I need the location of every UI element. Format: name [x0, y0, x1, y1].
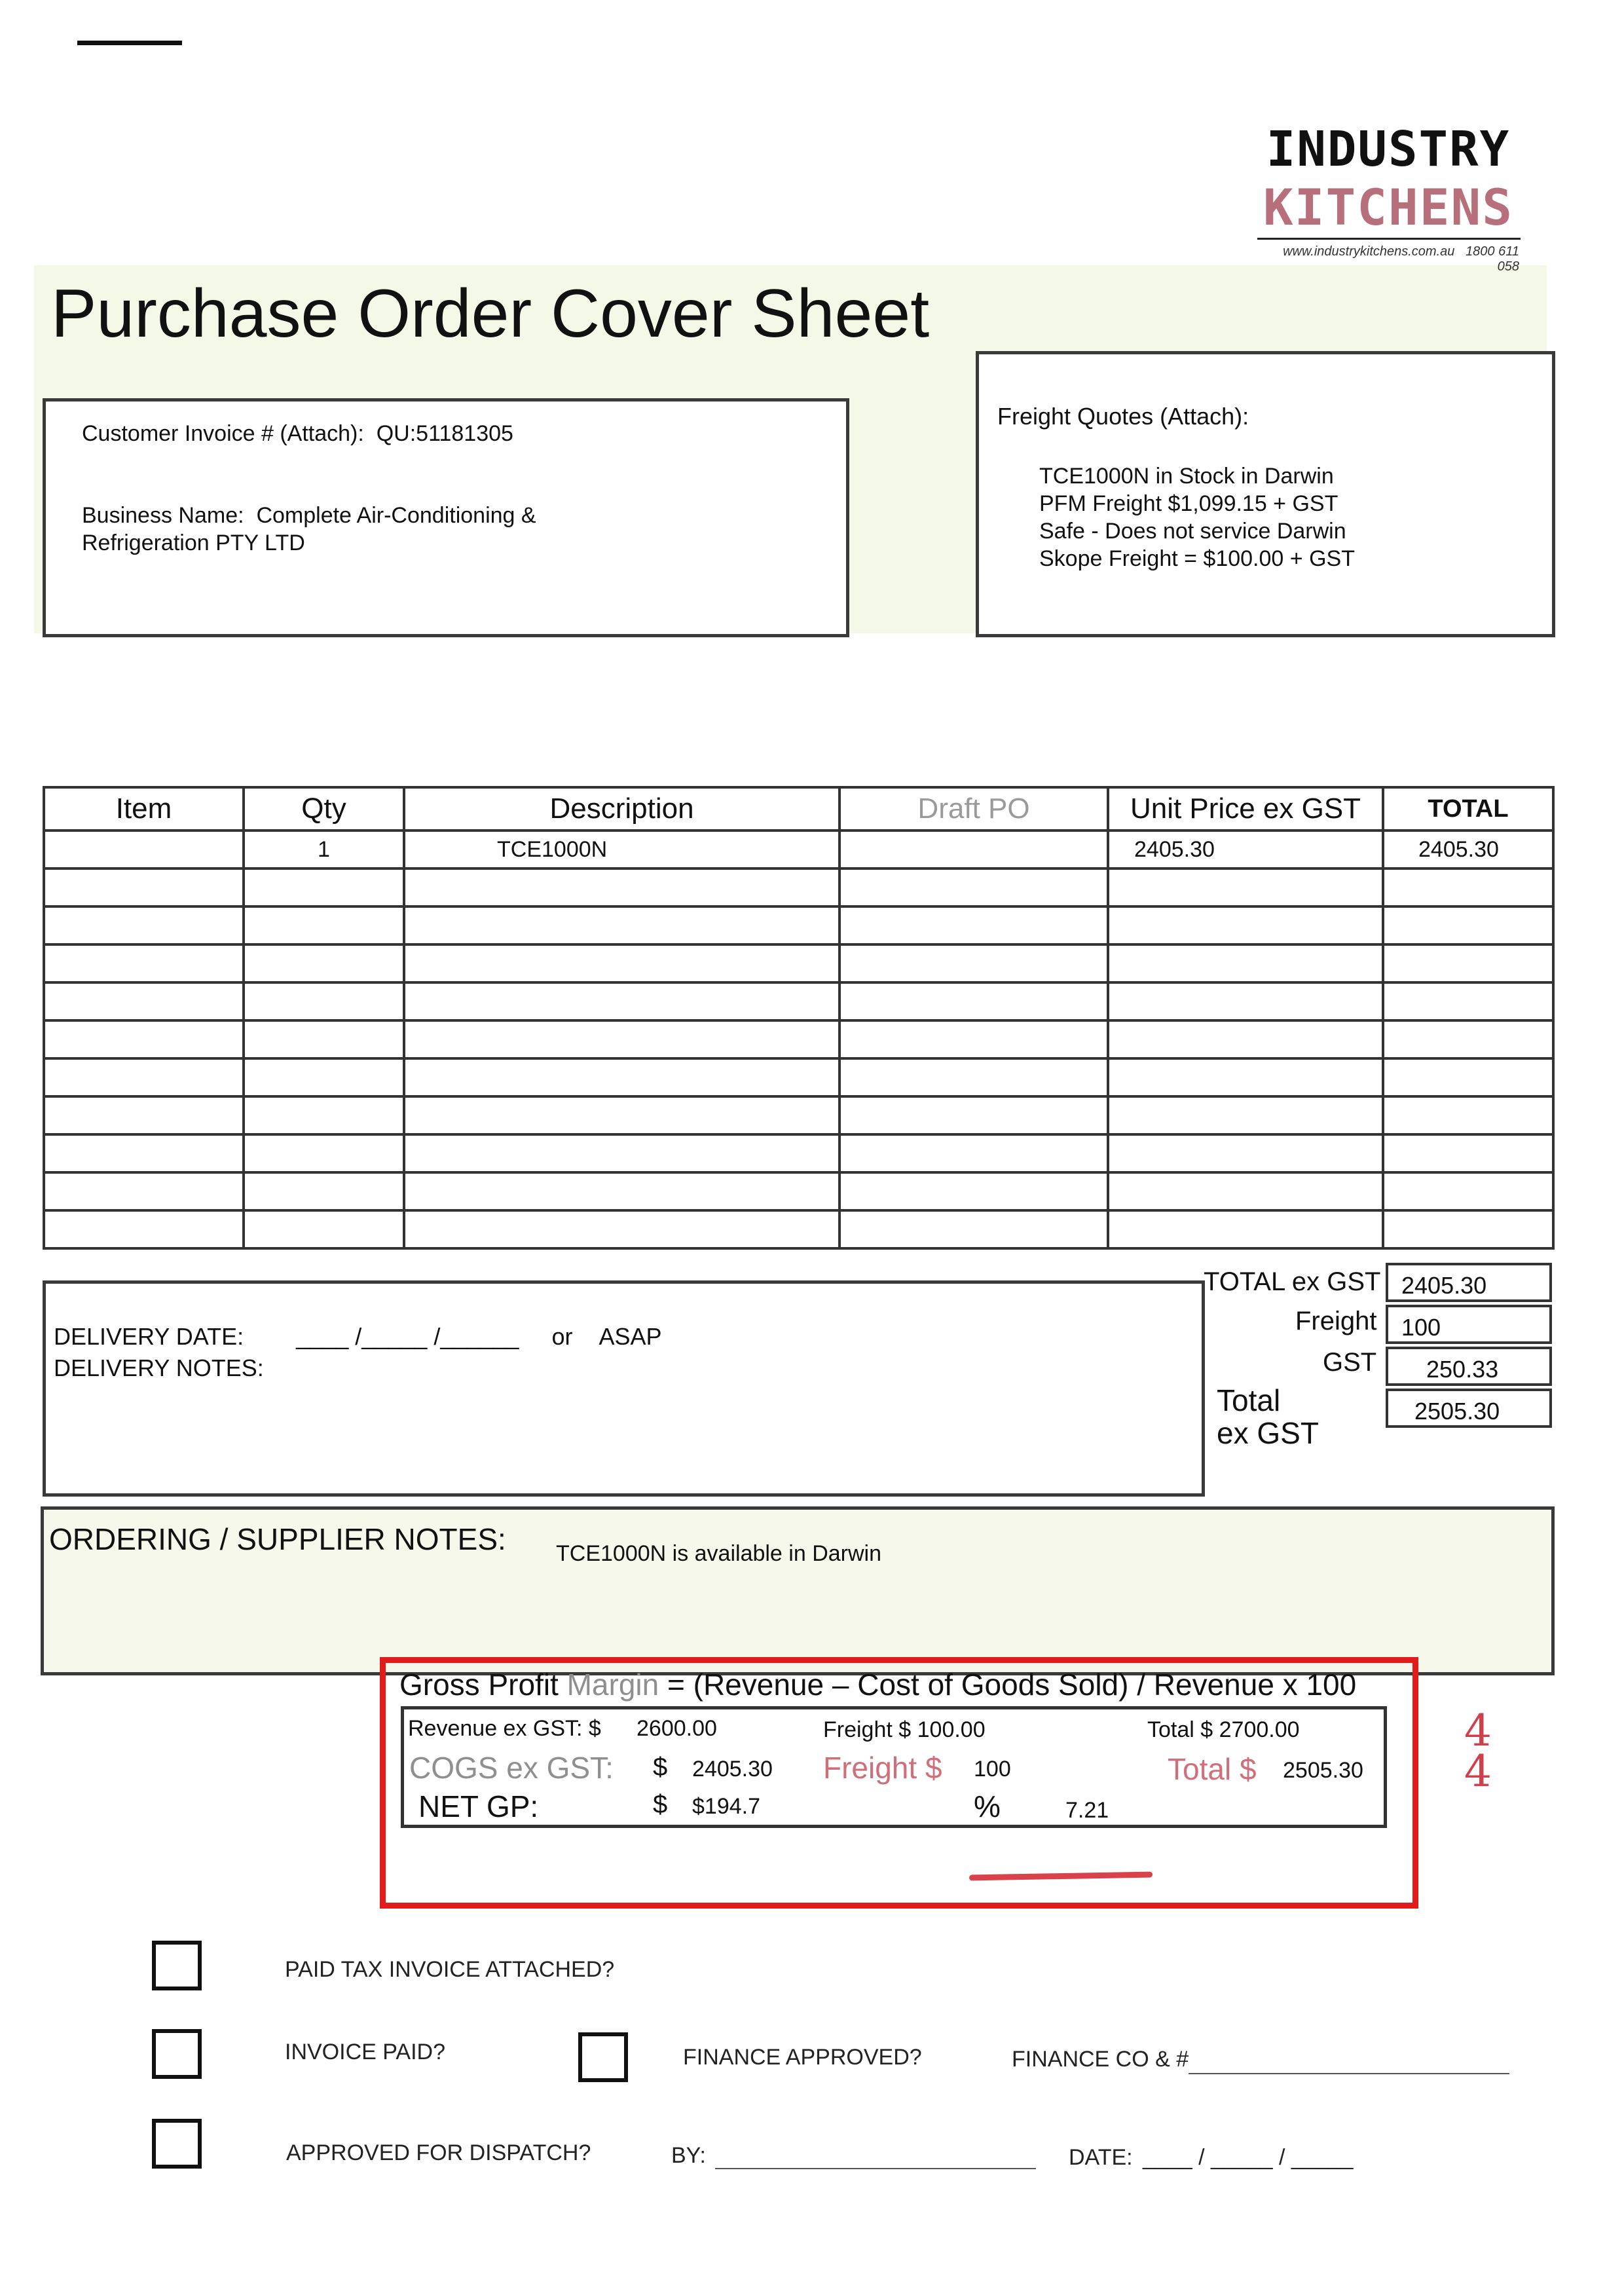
- freight-quote-line: Skope Freight = $100.00 + GST: [1039, 546, 1355, 571]
- invoice-paid-checkbox[interactable]: [152, 2029, 202, 2079]
- cell-draft-po: [840, 868, 1108, 906]
- cell-qty: [244, 982, 404, 1020]
- by-line: [715, 2168, 1036, 2169]
- table-row: [44, 1172, 1553, 1210]
- cell-draft-po: [840, 1134, 1108, 1172]
- finance-approved-checkbox[interactable]: [578, 2032, 628, 2082]
- freight-quotes-box: [976, 351, 1555, 637]
- cell-total: [1383, 1058, 1553, 1096]
- table-row: [44, 1134, 1553, 1172]
- cell-total: [1383, 1172, 1553, 1210]
- column-header-item: Item: [44, 787, 244, 830]
- cell-description: [404, 944, 840, 982]
- logo-rule: [1257, 238, 1521, 240]
- cell-item: [44, 906, 244, 944]
- net-gp-label: NET GP:: [418, 1789, 539, 1823]
- cell-qty: [244, 944, 404, 982]
- summary-total-label: [1217, 1384, 1319, 1449]
- cell-qty: [244, 1096, 404, 1134]
- cell-total: [1383, 1096, 1553, 1134]
- freight-quote-line: PFM Freight $1,099.15 + GST: [1039, 491, 1338, 516]
- table-row: [44, 1210, 1553, 1248]
- items-table: [43, 786, 1555, 1250]
- cell-unit-price: 2405.30: [1108, 830, 1383, 868]
- cell-draft-po: [840, 1210, 1108, 1248]
- cell-item: [44, 944, 244, 982]
- cell-qty: [244, 1134, 404, 1172]
- cell-description: [404, 1058, 840, 1096]
- approved-for-dispatch-label: APPROVED FOR DISPATCH?: [286, 2140, 591, 2165]
- delivery-date-label: DELIVERY DATE:: [54, 1323, 244, 1350]
- cell-description: [404, 906, 840, 944]
- summary-total-value: 2505.30: [1386, 1389, 1552, 1428]
- cell-draft-po: [840, 1096, 1108, 1134]
- cell-description: [404, 1096, 840, 1134]
- cell-draft-po: [840, 944, 1108, 982]
- revenue-freight: Freight $ 100.00: [823, 1717, 986, 1742]
- cell-description: TCE1000N: [404, 830, 840, 868]
- cell-total: [1383, 1020, 1553, 1058]
- net-gp-percent-sign: %: [974, 1789, 1001, 1823]
- customer-invoice-label: Customer Invoice # (Attach):: [82, 421, 364, 446]
- table-row: [44, 982, 1553, 1020]
- corner-dash-mark: [77, 41, 182, 45]
- customer-invoice-value: QU:51181305: [376, 421, 513, 446]
- cell-item: [44, 830, 244, 868]
- summary-gst-label: GST: [1323, 1348, 1377, 1377]
- cell-draft-po: [840, 830, 1108, 868]
- business-name-line2: Refrigeration PTY LTD: [82, 531, 305, 555]
- freight-quote-line: Safe - Does not service Darwin: [1039, 519, 1346, 544]
- cell-unit-price: [1108, 1096, 1383, 1134]
- cell-unit-price: [1108, 1020, 1383, 1058]
- cogs-label: COGS ex GST:: [409, 1751, 614, 1785]
- summary-total-ex-gst-label: TOTAL ex GST: [1204, 1267, 1381, 1296]
- cell-unit-price: [1108, 1210, 1383, 1248]
- column-header-description: Description: [404, 787, 840, 830]
- customer-invoice-row: [82, 421, 513, 447]
- ordering-notes-label: ORDERING / SUPPLIER NOTES:: [49, 1522, 506, 1556]
- finance-co-label: FINANCE CO & #: [1012, 2047, 1189, 2072]
- delivery-notes-label: DELIVERY NOTES:: [54, 1354, 264, 1381]
- cell-draft-po: [840, 1058, 1108, 1096]
- gross-profit-formula: [399, 1667, 1356, 1702]
- delivery-asap: ASAP: [599, 1323, 662, 1350]
- net-gp-row: [401, 1786, 1387, 1828]
- handwritten-annotation: 4 4: [1464, 1706, 1492, 1797]
- table-header-row: [44, 787, 1553, 830]
- ordering-notes-text: TCE1000N is available in Darwin: [556, 1541, 882, 1566]
- cell-unit-price: [1108, 868, 1383, 906]
- table-row: [44, 868, 1553, 906]
- cell-total: 2405.30: [1383, 830, 1553, 868]
- column-header-draft-po: Draft PO: [840, 787, 1108, 830]
- cell-qty: [244, 1210, 404, 1248]
- finance-approved-label: FINANCE APPROVED?: [683, 2045, 922, 2070]
- table-row: [44, 906, 1553, 944]
- summary-total-label-line2: ex GST: [1217, 1416, 1319, 1450]
- table-row: [44, 1020, 1553, 1058]
- cell-description: [404, 982, 840, 1020]
- table-row: [44, 830, 1553, 868]
- cell-qty: [244, 1058, 404, 1096]
- cell-unit-price: [1108, 906, 1383, 944]
- cogs-value: 2405.30: [692, 1757, 773, 1782]
- cell-description: [404, 868, 840, 906]
- cell-draft-po: [840, 982, 1108, 1020]
- cell-draft-po: [840, 1020, 1108, 1058]
- cell-item: [44, 1020, 244, 1058]
- ordering-notes-box: [41, 1506, 1555, 1675]
- cell-description: [404, 1172, 840, 1210]
- cell-total: [1383, 868, 1553, 906]
- cell-description: [404, 1020, 840, 1058]
- cell-total: [1383, 1210, 1553, 1248]
- summary-gst-value: 250.33: [1386, 1347, 1552, 1386]
- cell-qty: [244, 906, 404, 944]
- cell-item: [44, 982, 244, 1020]
- paid-tax-invoice-label: PAID TAX INVOICE ATTACHED?: [285, 1957, 615, 1982]
- cell-unit-price: [1108, 1134, 1383, 1172]
- cell-description: [404, 1210, 840, 1248]
- date-blank: ____ / _____ / _____: [1143, 2145, 1354, 2170]
- column-header-qty: Qty: [244, 787, 404, 830]
- cell-qty: 1: [244, 830, 404, 868]
- cell-item: [44, 868, 244, 906]
- cell-total: [1383, 1134, 1553, 1172]
- table-row: [44, 1096, 1553, 1134]
- gross-profit-formula-part3: = (Revenue – Cost of Goods Sold) / Revenue x 100: [667, 1668, 1357, 1702]
- summary-freight-label: Freight: [1295, 1307, 1377, 1335]
- cell-unit-price: [1108, 982, 1383, 1020]
- cell-item: [44, 1058, 244, 1096]
- cell-unit-price: [1108, 1058, 1383, 1096]
- logo-phone: 1800 611 058: [1466, 244, 1519, 274]
- cell-item: [44, 1210, 244, 1248]
- business-name-line1: Complete Air-Conditioning &: [256, 503, 536, 528]
- gross-profit-formula-margin: Margin: [566, 1668, 659, 1702]
- delivery-date-blank: ____ /_____ /______: [296, 1323, 519, 1350]
- logo-contact: [1265, 244, 1519, 274]
- business-name-label: Business Name:: [82, 503, 244, 528]
- logo-line-industry: INDUSTRY: [1266, 121, 1511, 177]
- cell-total: [1383, 982, 1553, 1020]
- column-header-unit-price: Unit Price ex GST: [1108, 787, 1383, 830]
- logo-website: www.industrykitchens.com.au: [1283, 244, 1455, 259]
- freight-quotes-lines: [1039, 462, 1355, 572]
- delivery-date-row: [54, 1323, 662, 1351]
- gross-profit-formula-part1: Gross Profit: [399, 1668, 559, 1702]
- cell-total: [1383, 944, 1553, 982]
- cogs-total-label: Total $: [1168, 1752, 1257, 1786]
- summary-freight-value: 100: [1386, 1305, 1552, 1344]
- delivery-box: [43, 1280, 1205, 1497]
- cell-unit-price: [1108, 1172, 1383, 1210]
- revenue-value: 2600.00: [637, 1716, 717, 1741]
- freight-quotes-label: Freight Quotes (Attach):: [997, 403, 1249, 430]
- cell-draft-po: [840, 906, 1108, 944]
- revenue-label: Revenue ex GST: $: [408, 1716, 601, 1741]
- cell-item: [44, 1096, 244, 1134]
- cogs-freight-label: Freight $: [823, 1751, 942, 1785]
- revenue-row: [401, 1706, 1387, 1751]
- cell-qty: [244, 868, 404, 906]
- column-header-total: TOTAL: [1383, 787, 1553, 830]
- business-name-row: [82, 502, 536, 557]
- cell-description: [404, 1134, 840, 1172]
- net-gp-value: $194.7: [692, 1794, 760, 1819]
- cell-total: [1383, 906, 1553, 944]
- date-label: DATE:: [1069, 2145, 1133, 2170]
- invoice-paid-label: INVOICE PAID?: [285, 2040, 445, 2064]
- revenue-total: Total $ 2700.00: [1147, 1717, 1300, 1742]
- cell-item: [44, 1134, 244, 1172]
- cell-qty: [244, 1172, 404, 1210]
- table-row: [44, 1058, 1553, 1096]
- cogs-freight-value: 100: [974, 1757, 1011, 1782]
- cogs-row: [401, 1747, 1387, 1789]
- cogs-dollar: $: [653, 1753, 668, 1782]
- net-gp-percent-value: 7.21: [1065, 1798, 1109, 1823]
- finance-co-line: [1189, 2073, 1509, 2074]
- table-row: [44, 944, 1553, 982]
- summary-total-label-line1: Total: [1217, 1383, 1281, 1417]
- page-title: Purchase Order Cover Sheet: [51, 276, 930, 352]
- cell-draft-po: [840, 1172, 1108, 1210]
- summary-total-ex-gst-value: 2405.30: [1386, 1263, 1552, 1302]
- freight-quote-line: TCE1000N in Stock in Darwin: [1039, 464, 1334, 489]
- net-gp-dollar: $: [653, 1790, 668, 1819]
- cell-item: [44, 1172, 244, 1210]
- cell-qty: [244, 1020, 404, 1058]
- cell-unit-price: [1108, 944, 1383, 982]
- logo-line-kitchens: KITCHENS: [1263, 178, 1514, 236]
- delivery-or: or: [551, 1323, 573, 1350]
- customer-box: [43, 398, 849, 637]
- by-label: BY:: [671, 2143, 706, 2168]
- cogs-total-value: 2505.30: [1283, 1758, 1363, 1783]
- paid-tax-invoice-checkbox[interactable]: [152, 1941, 202, 1990]
- approved-for-dispatch-checkbox[interactable]: [152, 2119, 202, 2169]
